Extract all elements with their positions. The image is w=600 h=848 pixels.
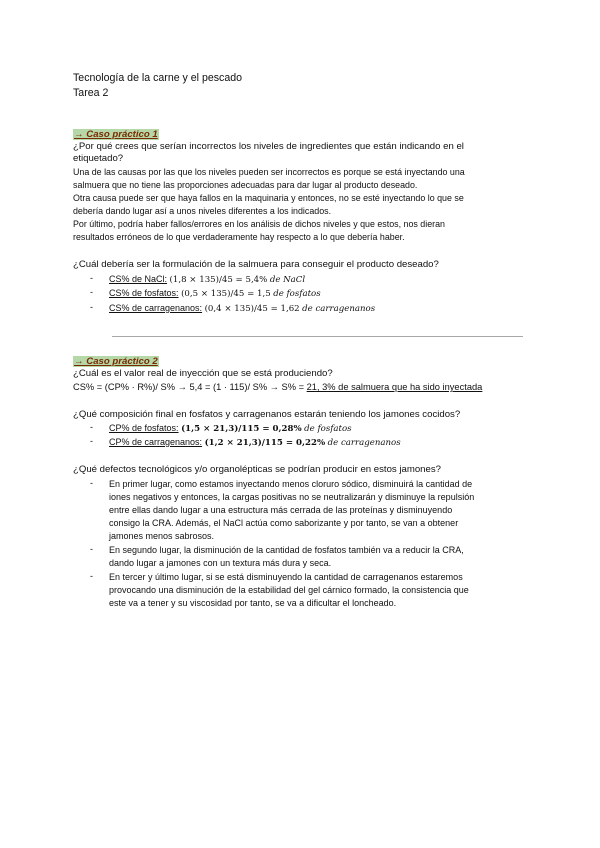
case2-question3: ¿Qué defectos tecnológicos y/o organolépticas se podrían producir en estos jamones? (73, 464, 441, 475)
item-unit: de carragenanos (327, 438, 401, 448)
list-dash: - (90, 422, 93, 432)
task-title: Tarea 2 (73, 87, 109, 99)
item-formula: (1,5 × 21,3)/115 = 0,28% (181, 424, 302, 434)
bullet-line: jamones menos sabrosos. (109, 531, 215, 541)
case2-label: → Caso práctico 2 (74, 356, 158, 367)
case1-answer-line: Una de las causas por las que los niveles pueden ser incorrectos es porque se está inyectando una (73, 167, 465, 177)
bullet-line: En segundo lugar, la disminución de la cantidad de fosfatos también va a reducir la CRA, (109, 545, 464, 555)
item-label: CP% de fosfatos: (109, 423, 179, 433)
bullet-line: este va a tener y su viscosidad por tanto, se va a dificultar el loncheado. (109, 598, 397, 608)
list-item (109, 422, 352, 436)
bullet-line: provocando una disminución de la estabilidad del gel cárnico formado, la consistencia que (109, 585, 469, 595)
bullet-line: iones negativos y entonces, la cargas positivas no se neutralizarán y disminuye la repulsión (109, 492, 475, 502)
formula-result: 21, 3% de salmuera que ha sido inyectada (306, 382, 483, 392)
item-label: CS% de fosfatos: (109, 288, 179, 298)
case2-question2: ¿Qué composición final en fosfatos y carragenanos estarán teniendo los jamones cocidos? (73, 409, 461, 420)
case2-question1: ¿Cuál es el valor real de inyección que se está produciendo? (73, 368, 333, 379)
item-label: CP% de carragenanos: (109, 437, 203, 447)
list-item (109, 273, 305, 287)
section-divider (112, 336, 523, 337)
list-dash: - (90, 436, 93, 446)
list-dash: - (90, 571, 93, 581)
item-formula: (0,4 × 135)/45 = 1,62 (204, 304, 300, 314)
case1-answer-line: Por último, podría haber fallos/errores en los análisis de dichos niveles y que estos, nos dieran (73, 219, 445, 229)
item-unit: de fosfatos (273, 289, 321, 299)
bullet-line: dando lugar a jamones con un textura más dura y seca. (109, 558, 332, 568)
list-dash: - (90, 273, 93, 283)
course-title: Tecnología de la carne y el pescado (73, 72, 243, 84)
bullet-line: consigo la CRA. Además, el NaCl actúa como saborizante y por tanto, se van a obtener (109, 518, 459, 528)
list-item (109, 287, 321, 301)
item-formula: (1,8 × 135)/45 = 5,4% (169, 275, 268, 285)
item-unit: de NaCl (269, 275, 306, 285)
bullet-line: En primer lugar, como estamos inyectando menos cloruro sódico, disminuirá la cantidad de (109, 479, 473, 489)
item-unit: de carragenanos (302, 304, 376, 314)
list-dash: - (90, 302, 93, 312)
case1-label: → Caso práctico 1 (74, 129, 158, 140)
list-dash: - (90, 287, 93, 297)
item-formula: (0,5 × 135)/45 = 1,5 (181, 289, 271, 299)
case1-question1-line: ¿Por qué crees que serían incorrectos los niveles de ingredientes que están indicando en el (73, 141, 464, 152)
item-label: CS% de carragenanos: (109, 303, 203, 313)
case1-answer-line: resultados erróneos de lo que verdaderamente hay respecto a lo que debería haber. (73, 232, 405, 242)
list-item (109, 436, 401, 450)
case1-answer-line: salmuera que no tiene las proporciones adecuadas para dar lugar al producto deseado. (73, 180, 418, 190)
injection-formula (73, 381, 482, 394)
formula-text: CS% = (CP% · R%)/ S% → 5,4 = (1 · 115)/ S% → S% = (73, 382, 307, 392)
item-unit: de fosfatos (304, 424, 352, 434)
case1-answer-line: Otra causa puede ser que haya fallos en la maquinaria y entonces, no se esté inyectando lo que se (73, 193, 464, 203)
bullet-line: En tercer y último lugar, si se está disminuyendo la cantidad de carragenanos estaremos (109, 572, 463, 582)
case1-question1-line: etiquetado? (73, 153, 124, 164)
case1-answer-line: debería dando lugar así a unos niveles diferentes a los indicados. (73, 206, 332, 216)
list-dash: - (90, 544, 93, 554)
item-formula: (1,2 × 21,3)/115 = 0,22% (204, 438, 326, 448)
item-label: CS% de NaCl: (109, 274, 168, 284)
case1-question2: ¿Cuál debería ser la formulación de la salmuera para conseguir el producto deseado? (73, 259, 439, 270)
list-dash: - (90, 478, 93, 488)
list-item (109, 302, 375, 316)
bullet-line: entre ellas dando lugar a una estructura más cerrada de las proteínas y disminuyendo (109, 505, 453, 515)
